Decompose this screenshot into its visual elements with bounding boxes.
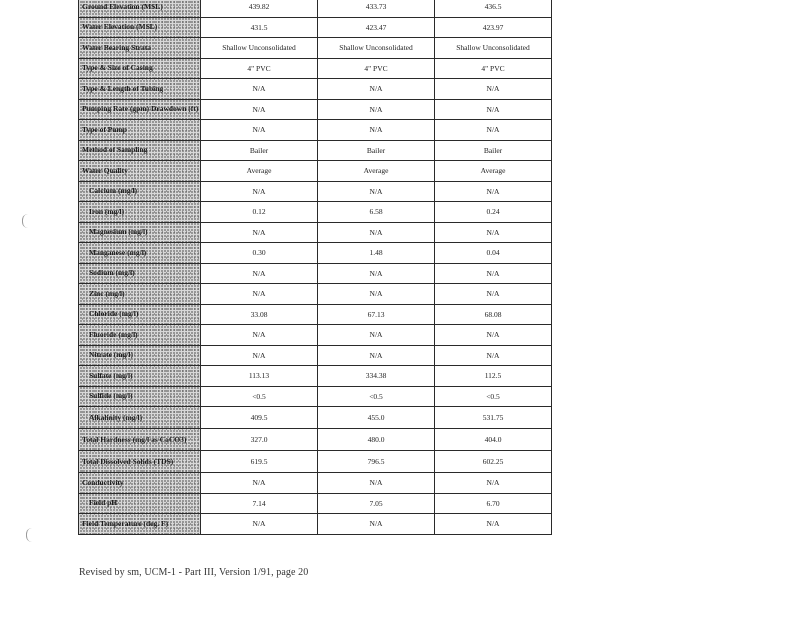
table-cell: N/A: [201, 263, 318, 284]
row-label: Nitrate (mg/l): [79, 345, 201, 366]
table-cell: N/A: [435, 263, 552, 284]
table-cell: <0.5: [435, 386, 552, 407]
water-quality-table: [78, 0, 552, 535]
table-cell: Bailer: [318, 140, 435, 161]
table-row: [79, 243, 552, 264]
row-label: Calcium (mg/l): [79, 181, 201, 202]
row-label: Conductivity: [79, 473, 201, 494]
table-cell: 4" PVC: [435, 58, 552, 79]
table-row: [79, 407, 552, 429]
table-cell: N/A: [435, 284, 552, 305]
table-cell: N/A: [435, 473, 552, 494]
table-cell: N/A: [201, 222, 318, 243]
table-cell: N/A: [201, 120, 318, 141]
table-cell: 433.73: [318, 0, 435, 17]
table-cell: N/A: [318, 284, 435, 305]
table-cell: N/A: [201, 284, 318, 305]
table-cell: 4" PVC: [318, 58, 435, 79]
table-cell: N/A: [201, 473, 318, 494]
table-row: [79, 17, 552, 38]
table-row: [79, 161, 552, 182]
table-cell: N/A: [318, 473, 435, 494]
table-cell: 0.12: [201, 202, 318, 223]
table-cell: N/A: [435, 79, 552, 100]
table-cell: Average: [435, 161, 552, 182]
row-label: Field pH: [79, 493, 201, 514]
table-cell: 796.5: [318, 451, 435, 473]
table-cell: N/A: [435, 222, 552, 243]
table-row: [79, 99, 552, 120]
table-cell: 404.0: [435, 429, 552, 451]
table-row: [79, 366, 552, 387]
row-label: Type & Size of Casing: [79, 58, 201, 79]
table-row: [79, 79, 552, 100]
table-cell: Average: [318, 161, 435, 182]
table-cell: N/A: [318, 514, 435, 535]
row-label: Total Dissolved Solids (TDS): [79, 451, 201, 473]
table-cell: N/A: [318, 181, 435, 202]
table-cell: N/A: [318, 99, 435, 120]
row-label: Water Bearing Strata: [79, 38, 201, 59]
table-row: [79, 284, 552, 305]
table-cell: N/A: [318, 120, 435, 141]
table-cell: 619.5: [201, 451, 318, 473]
table-cell: 455.0: [318, 407, 435, 429]
table-cell: Average: [201, 161, 318, 182]
row-label: Pumping Rate (gpm) Drawdown (ft): [79, 99, 201, 120]
table-row: [79, 451, 552, 473]
table-row: [79, 493, 552, 514]
table-row: [79, 345, 552, 366]
table-cell: 480.0: [318, 429, 435, 451]
table-cell: 409.5: [201, 407, 318, 429]
table-row: [79, 325, 552, 346]
table-cell: N/A: [435, 325, 552, 346]
row-label: Field Temperature (deg. F): [79, 514, 201, 535]
row-label: Water Quality: [79, 161, 201, 182]
table-row: [79, 429, 552, 451]
row-label: Iron (mg/l): [79, 202, 201, 223]
row-label: Fluoride (mg/l): [79, 325, 201, 346]
table-cell: 327.0: [201, 429, 318, 451]
table-cell: 112.5: [435, 366, 552, 387]
table-row: [79, 58, 552, 79]
table-cell: 6.70: [435, 493, 552, 514]
row-label: Chloride (mg/l): [79, 304, 201, 325]
table-cell: 4" PVC: [201, 58, 318, 79]
row-label: Ground Elevation (MSL): [79, 0, 201, 17]
table-row: [79, 202, 552, 223]
page-footer: Revised by sm, UCM-1 - Part III, Version 1/91, page 20: [79, 567, 309, 578]
table-cell: 6.58: [318, 202, 435, 223]
table-cell: N/A: [318, 325, 435, 346]
scan-artifact: [26, 528, 33, 542]
table-row: [79, 473, 552, 494]
table-cell: Shallow Unconsolidated: [201, 38, 318, 59]
table-cell: N/A: [435, 514, 552, 535]
table-row: [79, 304, 552, 325]
scan-artifact: [22, 214, 29, 228]
table-cell: 113.13: [201, 366, 318, 387]
row-label: Water Elevation (MSL): [79, 17, 201, 38]
table-cell: Bailer: [201, 140, 318, 161]
table-cell: 431.5: [201, 17, 318, 38]
table-row: [79, 120, 552, 141]
table-cell: 423.97: [435, 17, 552, 38]
table-cell: N/A: [435, 345, 552, 366]
table-cell: N/A: [435, 181, 552, 202]
table-cell: 423.47: [318, 17, 435, 38]
table-cell: N/A: [201, 325, 318, 346]
table-cell: 68.08: [435, 304, 552, 325]
row-label: Type & Length of Tubing: [79, 79, 201, 100]
row-label: Sulfide (mg/l): [79, 386, 201, 407]
table-cell: N/A: [201, 99, 318, 120]
table-cell: <0.5: [201, 386, 318, 407]
table-cell: 0.30: [201, 243, 318, 264]
table-body: [79, 0, 552, 534]
table-row: [79, 263, 552, 284]
table-row: [79, 222, 552, 243]
table-cell: Shallow Unconsolidated: [318, 38, 435, 59]
table-cell: N/A: [318, 345, 435, 366]
row-label: Type of Pump: [79, 120, 201, 141]
table-cell: N/A: [318, 79, 435, 100]
row-label: Total Hardness (mg/l as CaCO3): [79, 429, 201, 451]
table-cell: 334.38: [318, 366, 435, 387]
table-cell: 602.25: [435, 451, 552, 473]
row-label: Magnesium (mg/l): [79, 222, 201, 243]
table-cell: 33.08: [201, 304, 318, 325]
table-cell: N/A: [435, 99, 552, 120]
table-row: [79, 514, 552, 535]
table-cell: Bailer: [435, 140, 552, 161]
table-cell: N/A: [201, 79, 318, 100]
table-row: [79, 386, 552, 407]
table-cell: 0.04: [435, 243, 552, 264]
table-cell: N/A: [201, 345, 318, 366]
table-cell: Shallow Unconsolidated: [435, 38, 552, 59]
table-cell: 0.24: [435, 202, 552, 223]
table-cell: 1.48: [318, 243, 435, 264]
table-cell: 439.82: [201, 0, 318, 17]
table-cell: 531.75: [435, 407, 552, 429]
table-cell: N/A: [435, 120, 552, 141]
row-label: Method of Sampling: [79, 140, 201, 161]
table-row: [79, 38, 552, 59]
table-cell: 436.5: [435, 0, 552, 17]
row-label: Alkalinity (mg/l): [79, 407, 201, 429]
table-cell: 7.14: [201, 493, 318, 514]
row-label: Zinc (mg/l): [79, 284, 201, 305]
table-cell: <0.5: [318, 386, 435, 407]
table-cell: N/A: [201, 514, 318, 535]
table-cell: 7.05: [318, 493, 435, 514]
table-cell: N/A: [318, 263, 435, 284]
row-label: Sodium (mg/l): [79, 263, 201, 284]
table-cell: 67.13: [318, 304, 435, 325]
table-row: [79, 0, 552, 17]
table-row: [79, 140, 552, 161]
table-cell: N/A: [201, 181, 318, 202]
table-cell: N/A: [318, 222, 435, 243]
row-label: Sulfate (mg/l): [79, 366, 201, 387]
table-row: [79, 181, 552, 202]
row-label: Manganese (mg/l): [79, 243, 201, 264]
